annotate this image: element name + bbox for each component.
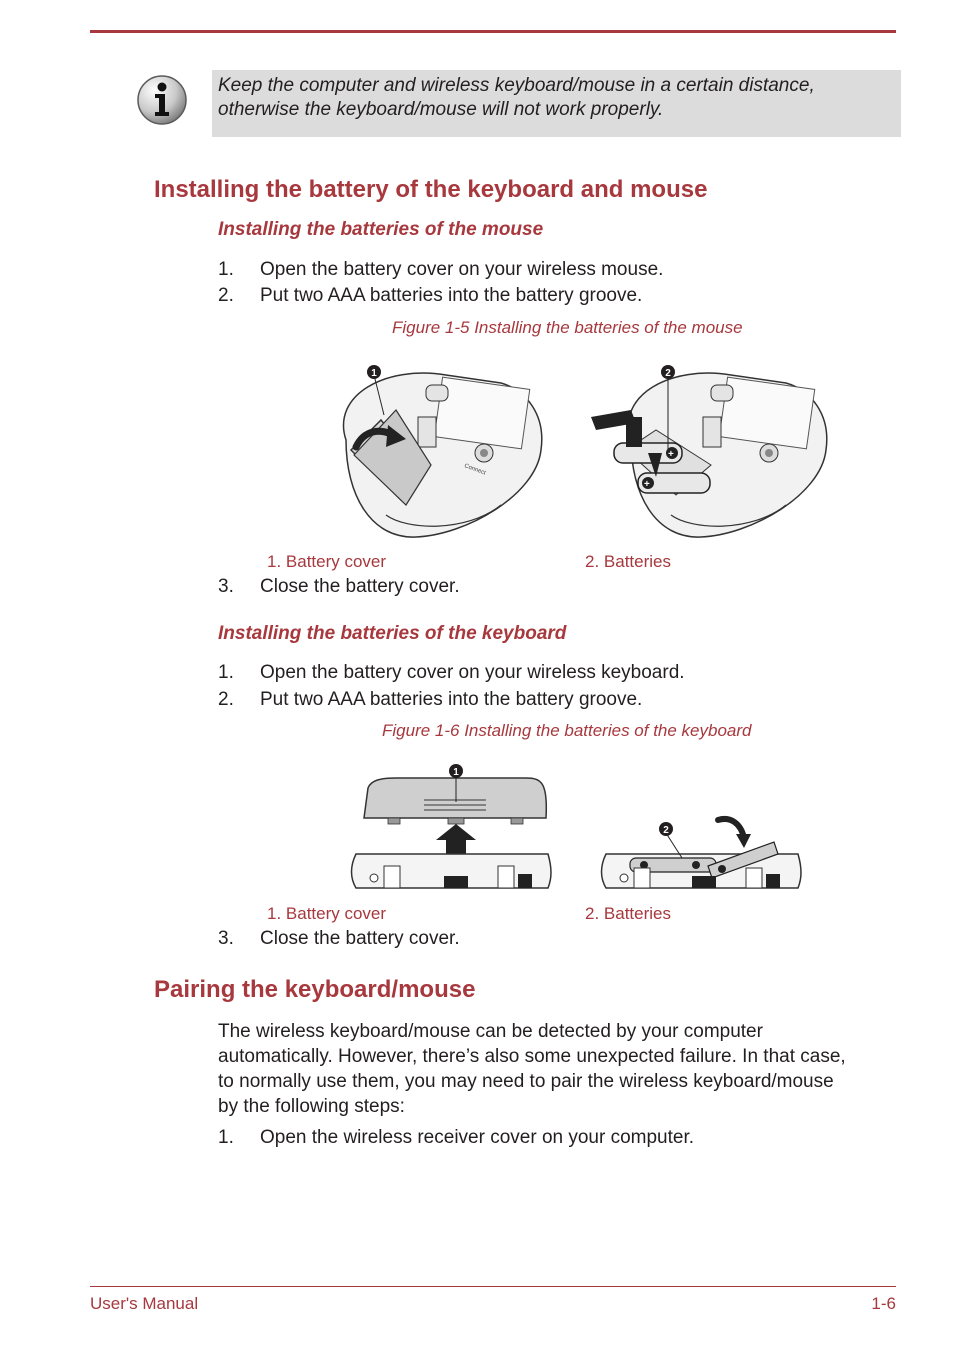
paragraph-line: by the following steps: <box>218 1096 405 1117</box>
section-title-battery: Installing the battery of the keyboard and mouse <box>154 176 708 203</box>
svg-text:2: 2 <box>665 368 671 379</box>
step-number: 2. <box>218 689 234 710</box>
step-text: Open the battery cover on your wireless keyboard. <box>260 662 685 683</box>
info-icon <box>136 74 188 126</box>
mouse-marker-1 <box>367 365 381 379</box>
footer-manual-label: User's Manual <box>90 1294 199 1313</box>
step-text: Open the battery cover on your wireless mouse. <box>260 259 664 280</box>
svg-text:+: + <box>668 449 674 460</box>
svg-text:+: + <box>644 479 650 490</box>
note-line-2: otherwise the keyboard/mouse will not work properly. <box>218 99 664 120</box>
step-number: 3. <box>218 928 234 949</box>
step-number: 3. <box>218 576 234 597</box>
keyboard-cover-illustration <box>352 771 552 888</box>
paragraph-line: to normally use them, you may need to pair the wireless keyboard/mouse <box>218 1071 834 1092</box>
bottom-rule <box>90 1286 896 1287</box>
svg-text:2: 2 <box>663 825 669 836</box>
keyboard-legend-1: 1. Battery cover <box>267 904 387 923</box>
figure-caption-mouse: Figure 1-5 Installing the batteries of the mouse <box>392 318 743 337</box>
step-text: Close the battery cover. <box>260 928 460 949</box>
footer-page-number: 1-6 <box>871 1294 896 1313</box>
section-title-pairing: Pairing the keyboard/mouse <box>154 976 476 1003</box>
mouse-cover-illustration <box>344 373 542 537</box>
mouse-battery-figure <box>326 355 836 545</box>
step-number: 1. <box>218 259 234 280</box>
keyboard-marker-1 <box>449 764 463 778</box>
connect-label: Connect <box>463 463 487 477</box>
top-rule <box>90 30 896 33</box>
note-line-1: Keep the computer and wireless keyboard/mouse in a certain distance, <box>218 75 815 96</box>
keyboard-batteries-illustration <box>602 819 802 888</box>
subtitle-keyboard: Installing the batteries of the keyboard <box>218 623 567 644</box>
mouse-legend-1: 1. Battery cover <box>267 552 387 571</box>
step-text: Close the battery cover. <box>260 576 460 597</box>
mouse-marker-2 <box>661 365 675 379</box>
mouse-legend-2: 2. Batteries <box>585 552 671 571</box>
figure-caption-keyboard: Figure 1-6 Installing the batteries of the keyboard <box>382 721 752 740</box>
subtitle-mouse: Installing the batteries of the mouse <box>218 219 544 240</box>
step-number: 1. <box>218 1127 234 1148</box>
step-number: 2. <box>218 285 234 306</box>
step-number: 1. <box>218 662 234 683</box>
keyboard-battery-figure <box>346 758 816 894</box>
step-text: Put two AAA batteries into the battery groove. <box>260 689 643 710</box>
note-text <box>218 74 898 122</box>
svg-text:1: 1 <box>371 368 377 379</box>
step-text: Put two AAA batteries into the battery groove. <box>260 285 643 306</box>
keyboard-marker-2 <box>659 822 673 836</box>
mouse-batteries-illustration <box>591 373 827 537</box>
paragraph-line: The wireless keyboard/mouse can be detected by your computer <box>218 1021 763 1042</box>
pairing-paragraph <box>218 1019 898 1119</box>
svg-text:1: 1 <box>453 767 459 778</box>
paragraph-line: automatically. However, there’s also some unexpected failure. In that case, <box>218 1046 846 1067</box>
keyboard-legend-2: 2. Batteries <box>585 904 671 923</box>
step-text: Open the wireless receiver cover on your computer. <box>260 1127 695 1148</box>
